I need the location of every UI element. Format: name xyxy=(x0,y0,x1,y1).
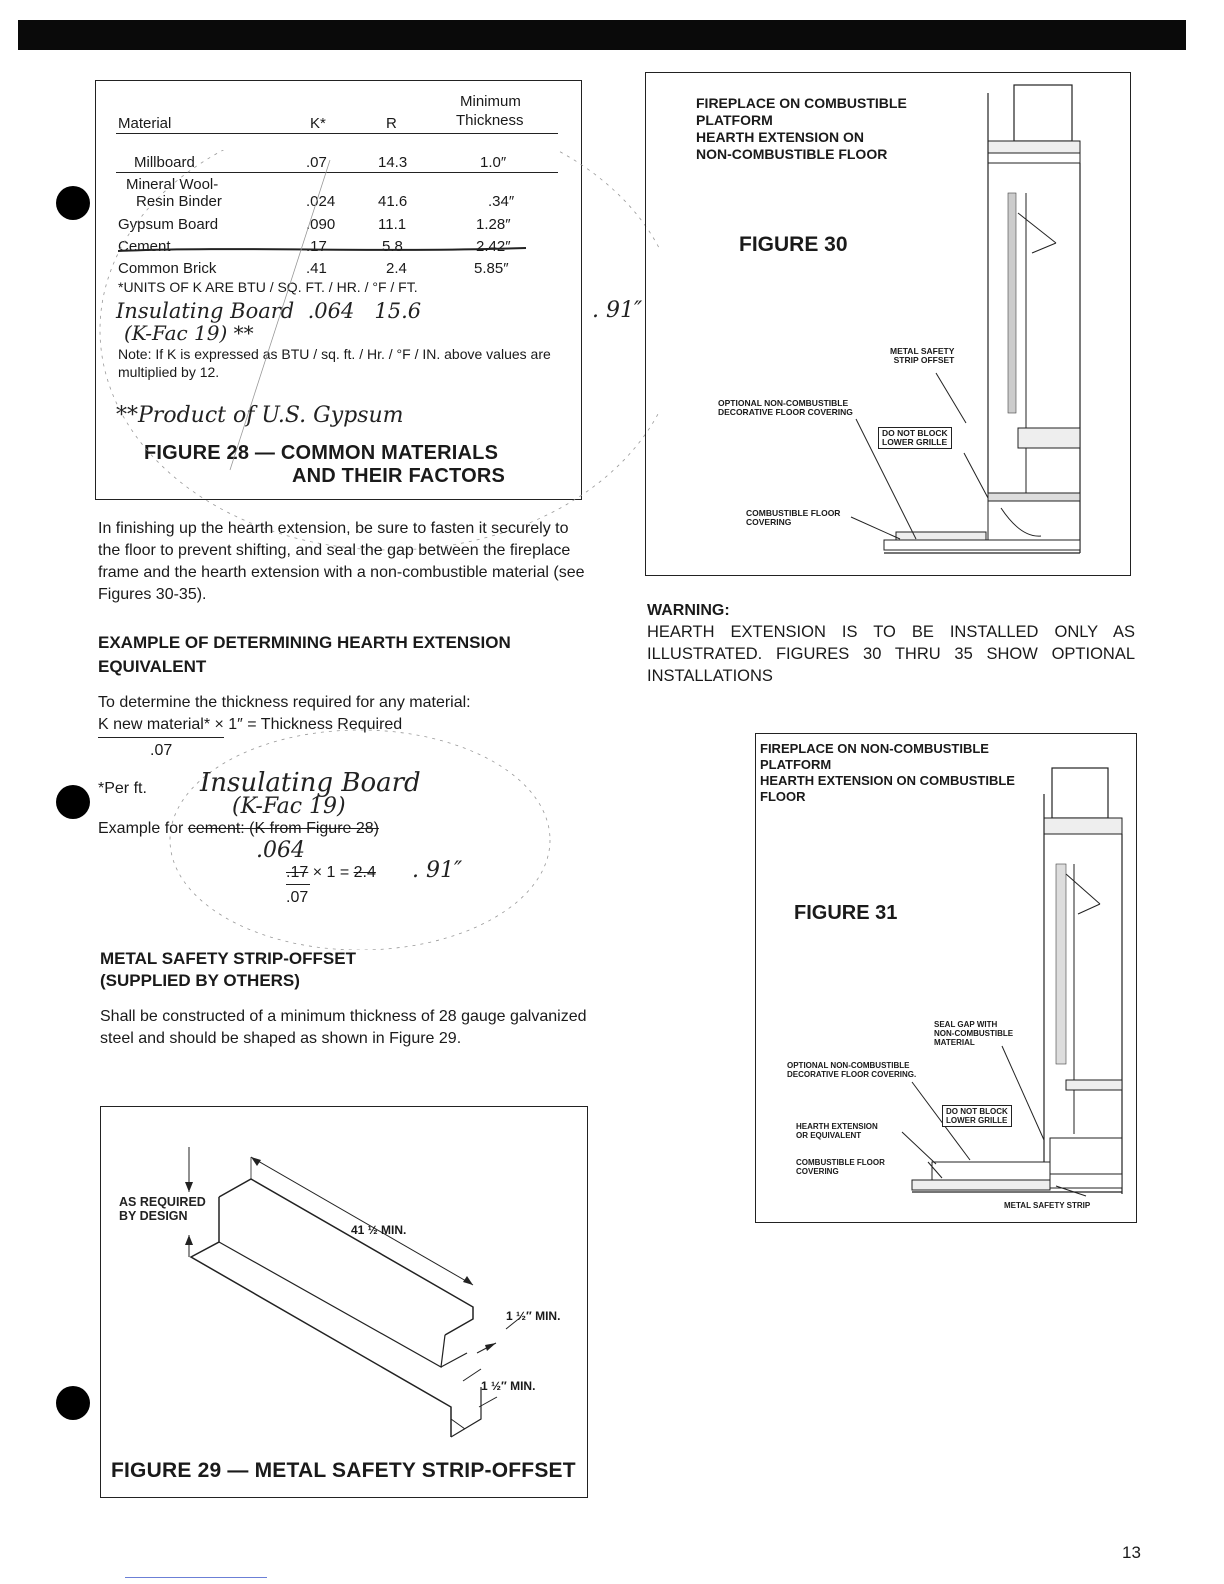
fig30-label-1: FIREPLACE ON COMBUSTIBLE xyxy=(696,95,907,111)
fig30-metal-strip-1: METAL SAFETY xyxy=(890,346,955,356)
handwritten-calc-91: . 91″ xyxy=(412,858,463,883)
fig31-metal-strip-label: METAL SAFETY STRIP xyxy=(1004,1201,1091,1210)
header-r: R xyxy=(386,115,397,132)
fig31-seal-3: MATERIAL xyxy=(934,1038,975,1047)
figure-31-box xyxy=(755,733,1137,1223)
header-min-top: Minimum xyxy=(460,93,521,110)
fig31-title: FIGURE 31 xyxy=(794,902,898,924)
fig30-combustible-label xyxy=(746,509,840,527)
flange-2-label: 1 ½″ MIN. xyxy=(481,1379,536,1393)
metal-strip-drawing xyxy=(101,1107,587,1447)
as-required-line2: BY DESIGN xyxy=(119,1209,188,1223)
fig31-combustible-1: COMBUSTIBLE FLOOR xyxy=(796,1158,885,1167)
fig30-label-2: PLATFORM xyxy=(696,112,773,128)
row-mineral-k: .024 xyxy=(306,193,336,210)
fig30-grille-2: LOWER GRILLE xyxy=(882,437,948,447)
formula-text: K new material* × 1″ = Thickness Required xyxy=(98,716,403,733)
fig30-metal-strip-label xyxy=(890,347,954,365)
fig31-optional-1: OPTIONAL NON-COMBUSTIBLE xyxy=(787,1061,910,1070)
row-brick-r: 2.4 xyxy=(386,260,407,277)
fig30-grille-label xyxy=(878,427,952,449)
header-rule xyxy=(116,133,558,134)
fig31-grille-label xyxy=(942,1105,1012,1127)
figure-29-caption: FIGURE 29 — METAL SAFETY STRIP-OFFSET xyxy=(111,1459,576,1482)
row-cement-thickness: 2.42″ xyxy=(476,238,511,255)
example-prefix: Example for xyxy=(98,820,188,837)
fig30-label-4: NON-COMBUSTIBLE FLOOR xyxy=(696,146,888,162)
calc-line xyxy=(286,862,376,884)
row-millboard-k: .07 xyxy=(306,154,327,171)
fig30-label-3: HEARTH EXTENSION ON xyxy=(696,129,865,145)
handwritten-kfac: (K-Fac 19) ** xyxy=(124,321,254,345)
page-header-bar xyxy=(18,20,1186,50)
row-brick-thickness: 5.85″ xyxy=(474,260,509,277)
row-mineral-material: Mineral Wool- xyxy=(126,176,219,193)
calc-result: 2.4 xyxy=(353,864,376,881)
calc-rest: × 1 = xyxy=(312,864,354,881)
fig31-hearth-label xyxy=(796,1122,878,1140)
row-millboard-thickness: 1.0″ xyxy=(480,154,507,171)
fig30-optional-label xyxy=(718,399,853,417)
bottom-link-line xyxy=(125,1577,267,1578)
fig30-title: FIGURE 30 xyxy=(739,233,848,256)
row-millboard-material: Millboard xyxy=(134,154,195,171)
row-gypsum-thickness: 1.28″ xyxy=(476,216,511,233)
as-required-label xyxy=(119,1195,206,1223)
row-gypsum-r: 11.1 xyxy=(378,216,407,233)
fig31-optional-label xyxy=(787,1061,916,1079)
formula-denominator: .07 xyxy=(150,742,173,759)
heading-supplied: (SUPPLIED BY OTHERS) xyxy=(100,971,300,990)
fig31-grille-1: DO NOT BLOCK xyxy=(946,1107,1008,1116)
fig30-optional-1: OPTIONAL NON-COMBUSTIBLE xyxy=(718,398,849,408)
fig31-hearth-2: OR EQUIVALENT xyxy=(796,1131,862,1140)
example-line xyxy=(98,818,379,840)
calc-fraction-bar xyxy=(286,884,310,885)
hearth-paragraph: In finishing up the hearth extension, be sure to fasten it securely to the floor to prevent shifting, and seal the gap between the fireplace frame and the hearth extension with a non-combustible material (see Figures 30-35). xyxy=(98,520,585,603)
fig31-fireplace-drawing xyxy=(756,734,1136,1222)
example-struck: cement: (K from Figure 28) xyxy=(187,820,379,837)
handwritten-064: .064 xyxy=(256,838,305,863)
fig30-combustible-1: COMBUSTIBLE FLOOR xyxy=(746,508,841,518)
row-gypsum-k: .090 xyxy=(306,216,336,233)
warning-text: HEARTH EXTENSION IS TO BE INSTALLED ONLY AS ILLUSTRATED. FIGURES 30 THRU 35 SHOW OPTIONAL INSTALLATIONS xyxy=(647,623,1135,685)
as-required-line1: AS REQUIRED xyxy=(119,1195,206,1209)
fig30-fireplace-drawing xyxy=(646,73,1130,575)
fig31-label-1: FIREPLACE ON NON-COMBUSTIBLE xyxy=(760,741,989,756)
fig31-label-2: PLATFORM xyxy=(760,757,832,772)
handwritten-insulating-board-row: Insulating Board .064 15.6 xyxy=(116,299,422,323)
fig31-seal-2: NON-COMBUSTIBLE xyxy=(934,1029,1014,1038)
fig31-grille-2: LOWER GRILLE xyxy=(946,1116,1008,1125)
row-mineral-material-2: Resin Binder xyxy=(136,193,222,210)
row-gypsum-material: Gypsum Board xyxy=(118,216,219,233)
fig31-hearth-1: HEARTH EXTENSION xyxy=(796,1122,878,1131)
metal-strip-paragraph: Shall be constructed of a minimum thickness of 28 gauge galvanized steel and should be shaped as shown in Figure 29. xyxy=(100,1008,587,1047)
warning-title: WARNING: xyxy=(647,602,730,619)
fig30-combustible-2: COVERING xyxy=(746,517,792,527)
handwritten-product-note: **Product of U.S. Gypsum xyxy=(116,403,404,428)
fig31-optional-2: DECORATIVE FLOOR COVERING. xyxy=(787,1070,917,1079)
figure-29-box xyxy=(100,1106,588,1498)
header-min-bottom: Thickness xyxy=(456,112,524,129)
figure-28-caption-line2: AND THEIR FACTORS xyxy=(292,465,506,487)
binder-hole-bottom xyxy=(56,1386,90,1420)
flange-1-label: 1 ½″ MIN. xyxy=(506,1309,561,1323)
fig31-combustible-2: COVERING xyxy=(796,1167,839,1176)
row-cement-r: 5.8 xyxy=(382,238,403,255)
header-material: Material xyxy=(118,115,172,132)
header-k: K* xyxy=(310,115,326,132)
determine-text: To determine the thickness required for any material: xyxy=(98,694,471,711)
fig31-seal-label xyxy=(934,1020,1013,1047)
calc-numerator: .17 xyxy=(286,864,309,881)
heading-example-2: EQUIVALENT xyxy=(98,657,207,676)
per-ft-note: *Per ft. xyxy=(98,780,147,797)
row-brick-k: .41 xyxy=(306,260,327,277)
row-millboard-r: 14.3 xyxy=(378,154,408,171)
fig30-metal-strip-2: STRIP OFFSET xyxy=(893,355,955,365)
units-note: *UNITS OF K ARE BTU / SQ. FT. / HR. / °F / FT. xyxy=(118,279,418,295)
figure-30-box xyxy=(645,72,1131,576)
formula-fraction-bar xyxy=(98,737,224,738)
table-note: Note: If K is expressed as BTU / sq. ft. / Hr. / °F / IN. above values are multiplied by 12. xyxy=(118,346,551,380)
fig30-optional-2: DECORATIVE FLOOR COVERING xyxy=(718,407,853,417)
fig31-seal-1: SEAL GAP WITH xyxy=(934,1020,998,1029)
length-label: 41 ½ MIN. xyxy=(351,1223,407,1237)
row-mineral-thickness: .34″ xyxy=(488,193,515,210)
row-cement-material: Cement xyxy=(118,238,171,255)
row-mineral-r: 41.6 xyxy=(378,193,408,210)
fig31-label-4: FLOOR xyxy=(760,789,806,804)
row-cement-k: .17 xyxy=(306,238,327,255)
page-number: 13 xyxy=(1122,1543,1141,1562)
row-brick-material: Common Brick xyxy=(118,260,217,277)
handwritten-insulating-board: Insulating Board xyxy=(200,768,421,798)
handwritten-margin-91: . 91″ xyxy=(592,298,643,323)
heading-example: EXAMPLE OF DETERMINING HEARTH EXTENSION xyxy=(98,633,511,652)
fig31-combustible-label xyxy=(796,1158,885,1176)
handwritten-kfac-2: (K-Fac 19) xyxy=(232,794,346,819)
fig31-label-3: HEARTH EXTENSION ON COMBUSTIBLE xyxy=(760,773,1015,788)
fig30-grille-1: DO NOT BLOCK xyxy=(882,428,948,438)
figure-28-caption-line1: FIGURE 28 — COMMON MATERIALS xyxy=(144,442,499,464)
heading-metal-strip: METAL SAFETY STRIP-OFFSET xyxy=(100,949,356,968)
calc-denominator: .07 xyxy=(286,889,309,906)
